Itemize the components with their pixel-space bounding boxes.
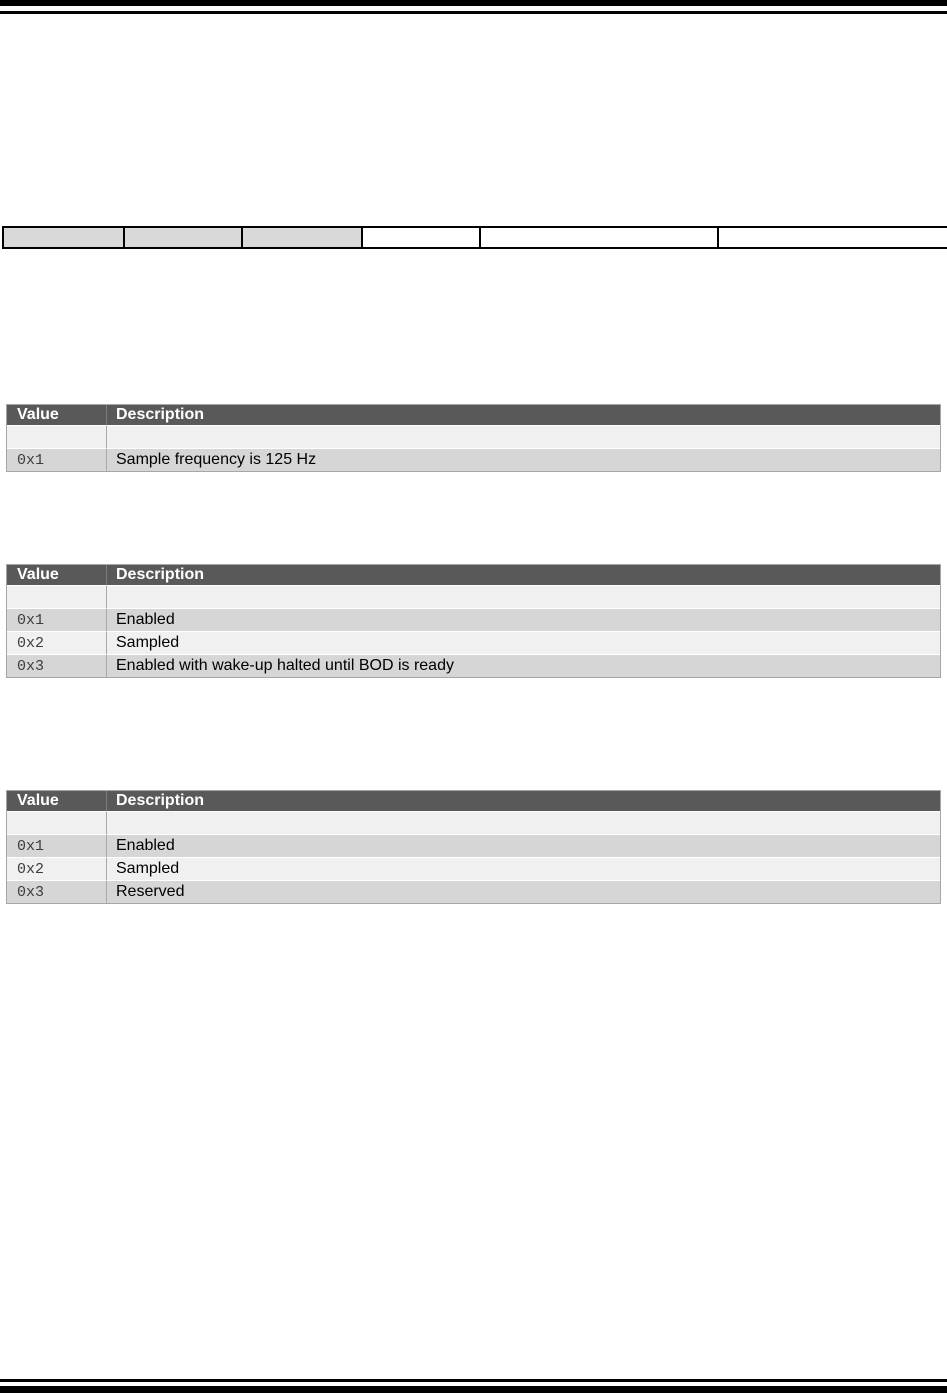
description-cell: Enabled with wake-up halted until BOD is ready bbox=[107, 654, 940, 677]
table-row bbox=[7, 834, 940, 857]
table-row bbox=[7, 585, 940, 608]
top-thick-rule bbox=[0, 0, 947, 6]
register-cell bbox=[124, 227, 242, 248]
value-cell: 0x3 bbox=[7, 654, 107, 677]
description-column-header: Description bbox=[107, 565, 940, 585]
value-description-table-2 bbox=[6, 564, 941, 678]
register-bitfield-table-grid bbox=[2, 226, 947, 249]
value-cell bbox=[7, 425, 107, 448]
description-cell bbox=[107, 585, 940, 608]
description-column-header: Description bbox=[107, 405, 940, 425]
value-column-header: Value bbox=[7, 405, 107, 425]
table-row bbox=[7, 654, 940, 677]
value-cell: 0x1 bbox=[7, 834, 107, 857]
table-row bbox=[7, 425, 940, 448]
table-row bbox=[7, 811, 940, 834]
description-column-header: Description bbox=[107, 791, 940, 811]
description-cell: Enabled bbox=[107, 834, 940, 857]
description-cell: Enabled bbox=[107, 608, 940, 631]
value-cell: 0x1 bbox=[7, 608, 107, 631]
table-row bbox=[7, 857, 940, 880]
table-row bbox=[7, 448, 940, 471]
value-cell: 0x3 bbox=[7, 880, 107, 903]
value-description-table-3 bbox=[6, 790, 941, 904]
table-row bbox=[7, 880, 940, 903]
value-description-table-1 bbox=[6, 404, 941, 472]
description-cell: Reserved bbox=[107, 880, 940, 903]
description-cell bbox=[107, 425, 940, 448]
top-thin-rule bbox=[0, 11, 947, 14]
register-cell bbox=[480, 227, 718, 248]
table-header-row bbox=[7, 405, 940, 425]
register-cell bbox=[242, 227, 362, 248]
register-cell bbox=[362, 227, 480, 248]
bottom-thin-rule bbox=[0, 1379, 947, 1382]
bottom-thick-rule bbox=[0, 1386, 947, 1393]
value-cell bbox=[7, 585, 107, 608]
register-cell bbox=[3, 227, 124, 248]
value-cell: 0x2 bbox=[7, 857, 107, 880]
value-cell: 0x1 bbox=[7, 448, 107, 471]
table-header-row bbox=[7, 565, 940, 585]
register-bitfield-table bbox=[2, 226, 947, 249]
description-cell bbox=[107, 811, 940, 834]
register-row bbox=[3, 227, 947, 248]
value-cell bbox=[7, 811, 107, 834]
value-cell: 0x2 bbox=[7, 631, 107, 654]
description-cell: Sample frequency is 125 Hz bbox=[107, 448, 940, 471]
table-header-row bbox=[7, 791, 940, 811]
description-cell: Sampled bbox=[107, 631, 940, 654]
description-cell: Sampled bbox=[107, 857, 940, 880]
value-column-header: Value bbox=[7, 791, 107, 811]
value-column-header: Value bbox=[7, 565, 107, 585]
table-row bbox=[7, 631, 940, 654]
table-row bbox=[7, 608, 940, 631]
register-cell bbox=[718, 227, 947, 248]
